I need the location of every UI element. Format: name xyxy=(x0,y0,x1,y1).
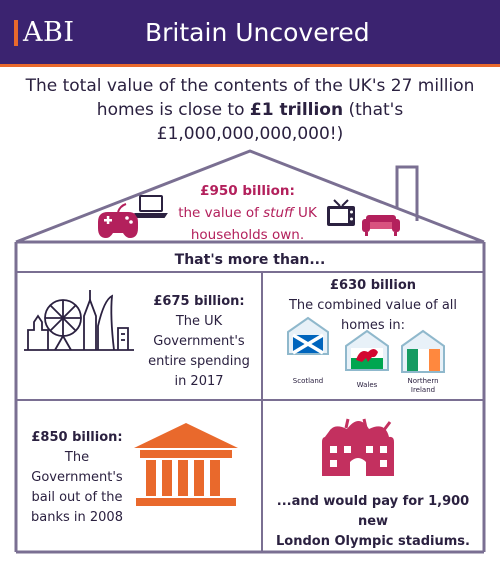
government-line: The UK xyxy=(175,314,223,329)
intro-line-1: The total value of the contents of the UK's 27 million xyxy=(25,76,475,96)
flag-label-northern-ireland: Northern Ireland xyxy=(407,377,439,394)
homes-line: homes in: xyxy=(341,318,405,333)
homes-amount: £630 billion xyxy=(329,278,417,293)
intro-line-2-start: homes is close to xyxy=(96,100,250,120)
roof-line-2: households own. xyxy=(190,227,305,243)
government-line: in 2017 xyxy=(174,374,224,389)
flag-label-wales: Wales xyxy=(356,381,378,389)
bailout-line: banks in 2008 xyxy=(31,510,123,525)
bailout-amount: £850 billion: xyxy=(31,430,123,445)
bailout-line: bail out of the xyxy=(31,490,123,505)
intro-line-3: £1,000,000,000,000!) xyxy=(156,124,344,144)
roof-line-1-italic: stuff xyxy=(263,205,294,221)
government-spending-text xyxy=(134,292,264,392)
government-line: entire spending xyxy=(148,354,250,369)
intro-highlight: £1 trillion xyxy=(249,100,344,120)
sofa-icon xyxy=(362,215,400,236)
logo-text: ABI xyxy=(23,17,75,48)
government-amount: £675 billion: xyxy=(153,294,245,309)
bank-building-icon xyxy=(134,423,238,506)
roof-line-1-end: UK xyxy=(293,205,317,221)
olympic-stadium-icon xyxy=(322,419,394,476)
olympic-line: ...and would pay for 1,900 new xyxy=(276,494,470,529)
page-title: Britain Uncovered xyxy=(145,18,370,47)
olympic-line: London Olympic stadiums. xyxy=(276,534,470,549)
roof-headline: £950 billion: xyxy=(200,183,295,199)
flag-label-scotland: Scotland xyxy=(292,377,324,385)
intro-line-2-end: (that's xyxy=(343,100,404,120)
homes-line: The combined value of all xyxy=(288,298,458,313)
roof-caption xyxy=(160,180,335,246)
bailout-line: The xyxy=(64,450,90,465)
roof-line-1-start: the value of xyxy=(178,205,264,221)
bank-bailout-text xyxy=(24,428,130,528)
london-skyline-icon xyxy=(24,290,134,350)
homes-value-text xyxy=(268,276,478,336)
olympic-stadium-text xyxy=(264,492,482,552)
wales-flag-icon xyxy=(346,331,388,370)
government-line: Government's xyxy=(153,334,245,349)
thats-more-heading: That's more than... xyxy=(174,252,326,268)
roof-line-1 xyxy=(160,202,335,224)
bailout-line: Government's xyxy=(31,470,123,485)
ireland-flag-icon xyxy=(402,331,444,372)
